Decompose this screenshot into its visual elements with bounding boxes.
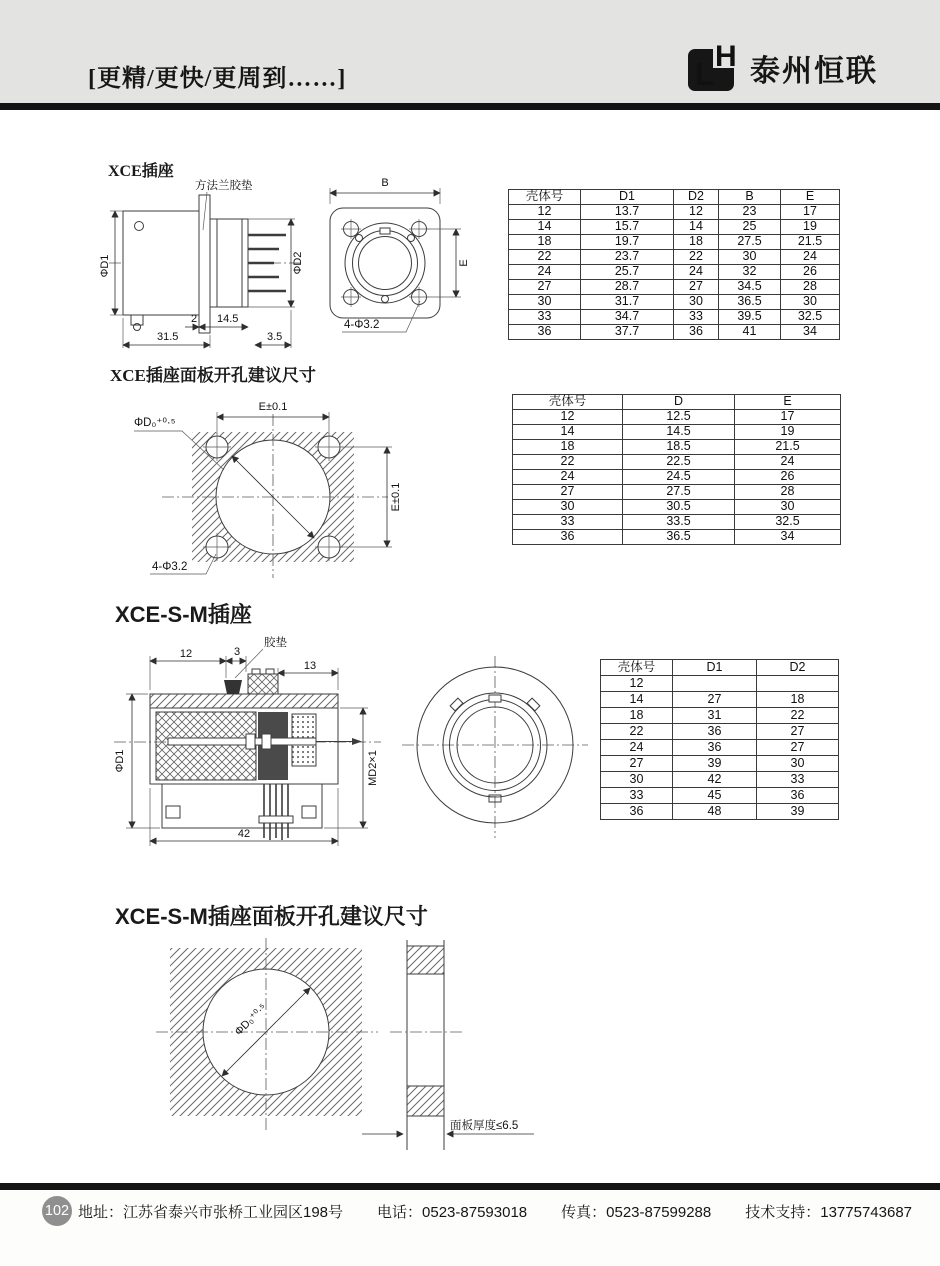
table-cell: 19.7 [581, 235, 674, 250]
logo-l-glyph: L [695, 56, 715, 92]
table-cell: 27 [757, 724, 839, 740]
table-cell: 18 [513, 440, 623, 455]
column-header: D1 [673, 660, 757, 676]
table-cell: 30 [735, 500, 841, 515]
table-cell: 23.7 [581, 250, 674, 265]
table-cell: 34 [781, 325, 840, 340]
table-cell: 32.5 [735, 515, 841, 530]
insulator-block [156, 712, 256, 780]
dim-label: 42 [237, 828, 251, 840]
table-row [509, 235, 840, 250]
section-title-xcesm-panel: XCE-S-M插座面板开孔建议尺寸 [115, 904, 428, 929]
dim-label: 3.5 [267, 331, 283, 343]
table-row [509, 220, 840, 235]
table-cell: 12 [513, 410, 623, 425]
table-cell: 28.7 [581, 280, 674, 295]
table-row [601, 740, 839, 756]
dim-label: E±0.1 [390, 482, 402, 512]
flange-bar [150, 694, 338, 708]
dim-label: MD2×1 [367, 750, 379, 786]
footer [42, 1196, 922, 1226]
dim-label: ΦD2 [292, 251, 304, 275]
table-cell: 30.5 [623, 500, 735, 515]
table-header-row [513, 395, 841, 410]
xce-panel-cutout-table [512, 394, 841, 545]
table-cell: 39.5 [719, 310, 781, 325]
lh-logo-icon [686, 42, 740, 94]
dim-label: B [381, 177, 389, 189]
table-cell: 22 [757, 708, 839, 724]
company-logo [686, 42, 878, 94]
dim-label: 31.5 [157, 331, 179, 343]
table-cell: 36 [601, 804, 673, 820]
table-cell: 24 [735, 455, 841, 470]
table-row [509, 205, 840, 220]
table-header-row [601, 660, 839, 676]
table-cell: 22 [509, 250, 581, 265]
footer-address: 地址：江苏省泰兴市张桥工业园区198号 [78, 1203, 344, 1221]
xcesm-panel-cutout-drawing [150, 938, 540, 1166]
table-row [513, 500, 841, 515]
header-slogan: [更精/更快/更周到……] [88, 66, 347, 92]
table-cell: 24.5 [623, 470, 735, 485]
dim-label: 3 [233, 646, 241, 658]
table-cell: 26 [781, 265, 840, 280]
table-cell: 19 [735, 425, 841, 440]
table-cell: 27 [509, 280, 581, 295]
table-cell: 37.7 [581, 325, 674, 340]
table-row [509, 280, 840, 295]
table-cell: 24 [781, 250, 840, 265]
table-row [601, 804, 839, 820]
section-title-xce-panel: XCE插座面板开孔建议尺寸 [110, 366, 316, 385]
table-cell: 27.5 [719, 235, 781, 250]
table-row [601, 788, 839, 804]
table-cell: 18 [757, 692, 839, 708]
table-cell: 36 [673, 740, 757, 756]
table-cell: 36 [513, 530, 623, 545]
pin-tip [352, 738, 362, 745]
table-cell: 48 [673, 804, 757, 820]
table-row [513, 515, 841, 530]
bottom-divider [0, 1183, 940, 1190]
dim-label: ΦD₀⁺⁰·⁵ [232, 1001, 270, 1039]
footer-fax: 传真：0523-87599288 [561, 1203, 712, 1221]
table-cell: 24 [674, 265, 719, 280]
table-cell: 18 [509, 235, 581, 250]
table-cell: 25 [719, 220, 781, 235]
table-row [601, 772, 839, 788]
table-header-row [509, 190, 840, 205]
table-row [601, 756, 839, 772]
table-cell: 30 [757, 756, 839, 772]
table-cell: 33 [601, 788, 673, 804]
column-header: D2 [674, 190, 719, 205]
table-cell: 27 [674, 280, 719, 295]
xcesm-side-view-drawing [106, 630, 391, 852]
table-cell: 14 [601, 692, 673, 708]
table-cell [757, 676, 839, 692]
table-cell: 45 [673, 788, 757, 804]
table-cell: 33.5 [623, 515, 735, 530]
xce-panel-cutout-drawing [126, 386, 438, 586]
table-cell: 33 [757, 772, 839, 788]
table-cell: 30 [674, 295, 719, 310]
table-cell: 33 [513, 515, 623, 530]
table-cell: 30 [781, 295, 840, 310]
table-cell: 34 [735, 530, 841, 545]
table-cell: 42 [673, 772, 757, 788]
column-header: B [719, 190, 781, 205]
dim-label: E [458, 259, 470, 267]
table-cell: 14 [509, 220, 581, 235]
table-cell: 27 [757, 740, 839, 756]
table-row [513, 455, 841, 470]
table-cell: 24 [601, 740, 673, 756]
table-cell: 15.7 [581, 220, 674, 235]
callout-label: 方法兰胶垫 [195, 180, 253, 192]
table-cell: 36 [673, 724, 757, 740]
table-cell: 17 [781, 205, 840, 220]
table-cell: 31 [673, 708, 757, 724]
table-cell: 36.5 [623, 530, 735, 545]
logo-h-glyph: H [715, 42, 737, 73]
table-cell: 39 [757, 804, 839, 820]
page-number-badge: 102 [42, 1196, 72, 1226]
table-cell: 12 [601, 676, 673, 692]
xce-dimension-table [508, 189, 840, 340]
table-cell: 28 [735, 485, 841, 500]
column-header: D [623, 395, 735, 410]
column-header: 壳体号 [601, 660, 673, 676]
table-cell: 28 [781, 280, 840, 295]
footer-phone: 电话：0523-87593018 [377, 1203, 528, 1221]
thickness-note: 面板厚度≤6.5 [450, 1120, 519, 1132]
table-row [601, 708, 839, 724]
table-row [601, 724, 839, 740]
table-cell: 18 [601, 708, 673, 724]
table-row [513, 530, 841, 545]
table-cell: 26 [735, 470, 841, 485]
table-cell: 32.5 [781, 310, 840, 325]
table-cell: 39 [673, 756, 757, 772]
table-cell: 21.5 [735, 440, 841, 455]
table-cell: 17 [735, 410, 841, 425]
table-cell: 30 [601, 772, 673, 788]
table-row [509, 250, 840, 265]
xce-side-view-drawing [95, 178, 310, 350]
table-cell: 12 [509, 205, 581, 220]
table-cell: 23 [719, 205, 781, 220]
xcesm-front-view-drawing [400, 648, 590, 843]
table-row [601, 692, 839, 708]
table-row [513, 425, 841, 440]
section-title-xce: XCE插座 [108, 163, 174, 180]
table-cell: 33 [674, 310, 719, 325]
table-row [509, 295, 840, 310]
solder-tails [264, 784, 288, 840]
rubber-gasket [224, 680, 242, 694]
panel-section-hatch [407, 946, 444, 974]
callout-label: 4-Φ3.2 [152, 561, 188, 573]
xce-front-view-drawing [298, 168, 478, 340]
table-cell: 24 [513, 470, 623, 485]
table-cell: 36.5 [719, 295, 781, 310]
top-divider [0, 103, 940, 110]
table-row [513, 440, 841, 455]
callout-label: ΦD₀⁺⁰·⁵ [134, 417, 176, 429]
table-cell: 30 [513, 500, 623, 515]
table-row [513, 485, 841, 500]
dim-label: 14.5 [217, 313, 239, 325]
dim-label: 12 [179, 648, 193, 660]
table-cell: 12 [674, 205, 719, 220]
table-cell: 22 [601, 724, 673, 740]
table-cell: 12.5 [623, 410, 735, 425]
xcesm-dimension-table [600, 659, 839, 820]
dim-label: E±0.1 [258, 401, 288, 413]
dim-label: ΦD1 [99, 254, 111, 278]
table-row [513, 410, 841, 425]
column-header: D1 [581, 190, 674, 205]
table-cell: 36 [757, 788, 839, 804]
table-row [509, 325, 840, 340]
table-cell: 27 [513, 485, 623, 500]
table-cell: 18 [674, 235, 719, 250]
column-header: D2 [757, 660, 839, 676]
footer-support: 技术支持：13775743687 [745, 1203, 913, 1221]
table-cell: 36 [509, 325, 581, 340]
column-header: E [735, 395, 841, 410]
table-cell: 14.5 [623, 425, 735, 440]
table-cell: 19 [781, 220, 840, 235]
column-header: 壳体号 [513, 395, 623, 410]
table-cell: 34.5 [719, 280, 781, 295]
screw-head [248, 674, 278, 694]
panel-section-hatch [407, 1086, 444, 1116]
callout-label: 胶垫 [264, 637, 287, 649]
table-cell: 30 [509, 295, 581, 310]
section-title-xcesm: XCE-S-M插座 [115, 602, 252, 627]
table-cell: 31.7 [581, 295, 674, 310]
table-cell: 32 [719, 265, 781, 280]
callout-label: 4-Φ3.2 [344, 319, 380, 331]
table-cell: 34.7 [581, 310, 674, 325]
table-cell: 27 [601, 756, 673, 772]
dim-label: ΦD1 [114, 749, 126, 773]
table-cell: 36 [674, 325, 719, 340]
table-row [509, 265, 840, 280]
table-row [513, 470, 841, 485]
dim-label: 2 [191, 313, 198, 325]
table-cell [673, 676, 757, 692]
column-header: E [781, 190, 840, 205]
table-cell: 18.5 [623, 440, 735, 455]
table-cell: 25.7 [581, 265, 674, 280]
logo-text: 泰州恒联 [750, 55, 878, 88]
column-header: 壳体号 [509, 190, 581, 205]
table-cell: 22.5 [623, 455, 735, 470]
dim-label: 13 [303, 660, 317, 672]
table-cell: 22 [513, 455, 623, 470]
table-cell: 14 [513, 425, 623, 440]
table-cell: 30 [719, 250, 781, 265]
table-cell: 22 [674, 250, 719, 265]
table-cell: 21.5 [781, 235, 840, 250]
table-cell: 41 [719, 325, 781, 340]
table-cell: 27.5 [623, 485, 735, 500]
table-row [601, 676, 839, 692]
table-cell: 27 [673, 692, 757, 708]
table-cell: 13.7 [581, 205, 674, 220]
table-row [509, 310, 840, 325]
table-cell: 14 [674, 220, 719, 235]
table-cell: 24 [509, 265, 581, 280]
table-cell: 33 [509, 310, 581, 325]
